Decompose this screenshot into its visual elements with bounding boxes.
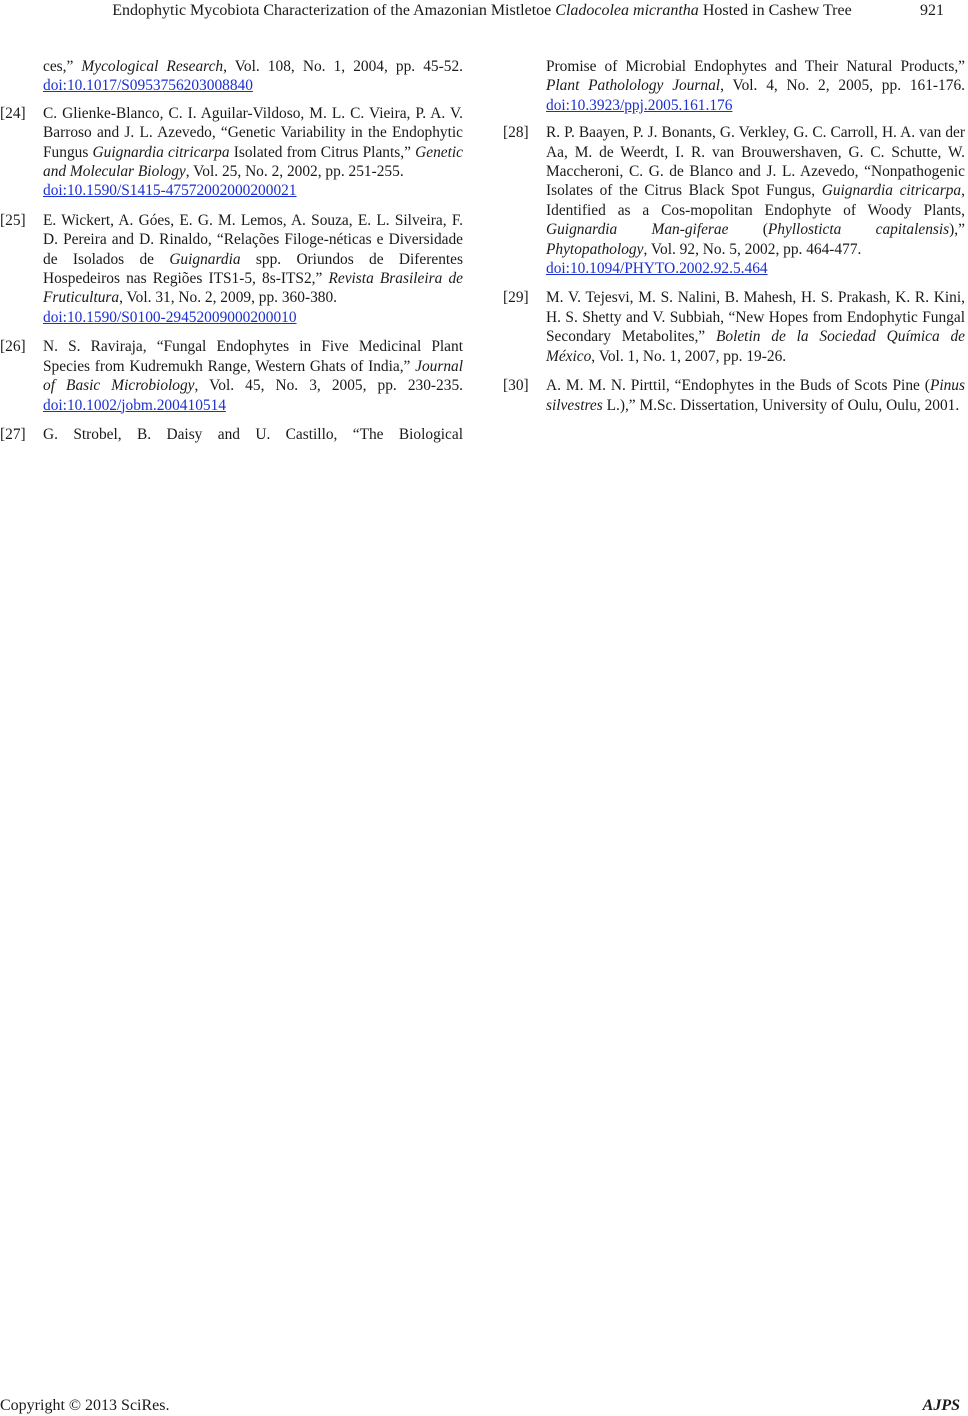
copyright-notice: Copyright © 2013 SciRes.: [0, 1397, 170, 1414]
reference-24: [24] C. Glienke-Blanco, C. I. Aguilar-Vildoso, M. L. C. Vieira, P. A. V. Barroso and J. L. Azevedo, “Genetic Variability in the Endophytic Fungus Guignardia citricarpa Isolated from Citrus Plants,” Genetic and Molecular Biology, Vol. 25, No. 2, 2002, pp. 251-255. doi:10.1590/S1415-47572002000200021: [0, 104, 463, 200]
reference-continuation: Promise of Microbial Endophytes and Their Natural Products,” Plant Patholology Journal, Vol. 4, No. 2, 2005, pp. 161-176. doi:10.3923/ppj.2005.161.176: [546, 58, 965, 114]
header-title-text: Endophytic Mycobiota Characterization of the Amazonian Mistletoe: [112, 2, 556, 19]
running-header: [62, 0, 902, 22]
reference-number: [25]: [0, 211, 26, 229]
reference-continuation: ces,” Mycological Research, Vol. 108, No. 1, 2004, pp. 45-52. doi:10.1017/S0953756203008840: [43, 58, 463, 95]
reference-30: [30] A. M. M. N. Pirttil, “Endophytes in the Buds of Scots Pine (Pinus silvestres L.),” M.Sc. Dissertation, University of Oulu, Oulu, 2001.: [503, 377, 965, 414]
page-number: 921: [920, 2, 944, 19]
reference-column-right: [503, 57, 965, 425]
journal-abbreviation: AJPS: [922, 1397, 960, 1414]
doi-link[interactable]: doi:10.1094/PHYTO.2002.92.5.464: [546, 260, 768, 278]
doi-link[interactable]: doi:10.3923/ppj.2005.161.176: [546, 96, 733, 114]
reference-number: [27]: [0, 425, 26, 443]
reference-28: [28] R. P. Baayen, P. J. Bonants, G. Verkley, G. C. Carroll, H. A. van der Aa, M. de Weerdt, I. R. van Brouwershaven, G. C. Schutte, W. Maccheroni, C. G. de Blanco and J. L. Azevedo, “Nonpathogenic Isolates of the Citrus Black Spot Fungus, Guignardia citricarpa, Identified as a Cos-mopolitan Endophyte of Woody Plants, Guignardia Man-giferae (Phyllosticta capitalensis),” Phytopathology, Vol. 92, No. 5, 2002, pp. 464-477. doi:10.1094/PHYTO.2002.92.5.464: [503, 124, 965, 278]
header-title-suffix: Hosted in Cashew Tree: [698, 2, 852, 19]
reference-number: [24]: [0, 104, 26, 122]
doi-link[interactable]: doi:10.1002/jobm.200410514: [43, 396, 226, 414]
header-title-species: Cladocolea micrantha: [555, 2, 699, 19]
doi-link[interactable]: doi:10.1590/S1415-47572002000200021: [43, 182, 297, 200]
reference-29: [29] M. V. Tejesvi, M. S. Nalini, B. Mahesh, H. S. Prakash, K. R. Kini, H. S. Shetty and V. Subbiah, “New Hopes from Endophytic Fungal Secondary Metabolites,” Boletin de la Sociedad Química de México, Vol. 1, No. 1, 2007, pp. 19-26.: [503, 289, 965, 365]
reference-25: [25] E. Wickert, A. Góes, E. G. M. Lemos, A. Souza, E. L. Silveira, F. D. Pereira and D. Rinaldo, “Relações Filoge-néticas e Diversidade de Isolados de Guignardia spp. Oriundos de Diferentes Hospedeiros nas Regiões ITS1-5, 8s-ITS2,” Revista Brasileira de Fruticultura, Vol. 31, No. 2, 2009, pp. 360-380. doi:10.1590/S0100-29452009000200010: [0, 211, 463, 326]
reference-column-left: [0, 57, 463, 454]
reference-26: [26] N. S. Raviraja, “Fungal Endophytes in Five Medicinal Plant Species from Kudremukh Range, Western Ghats of India,” Journal of Basic Microbiology, Vol. 45, No. 3, 2005, pp. 230-235. doi:10.1002/jobm.200410514: [0, 338, 463, 414]
reference-number: [26]: [0, 338, 26, 356]
reference-number: [29]: [503, 289, 529, 307]
doi-link[interactable]: doi:10.1590/S0100-29452009000200010: [43, 308, 297, 326]
reference-number: [28]: [503, 124, 529, 142]
reference-27: [27] G. Strobel, B. Daisy and U. Castillo, “The Biological: [0, 425, 463, 443]
reference-number: [30]: [503, 377, 529, 395]
doi-link[interactable]: doi:10.1017/S0953756203008840: [43, 77, 253, 95]
